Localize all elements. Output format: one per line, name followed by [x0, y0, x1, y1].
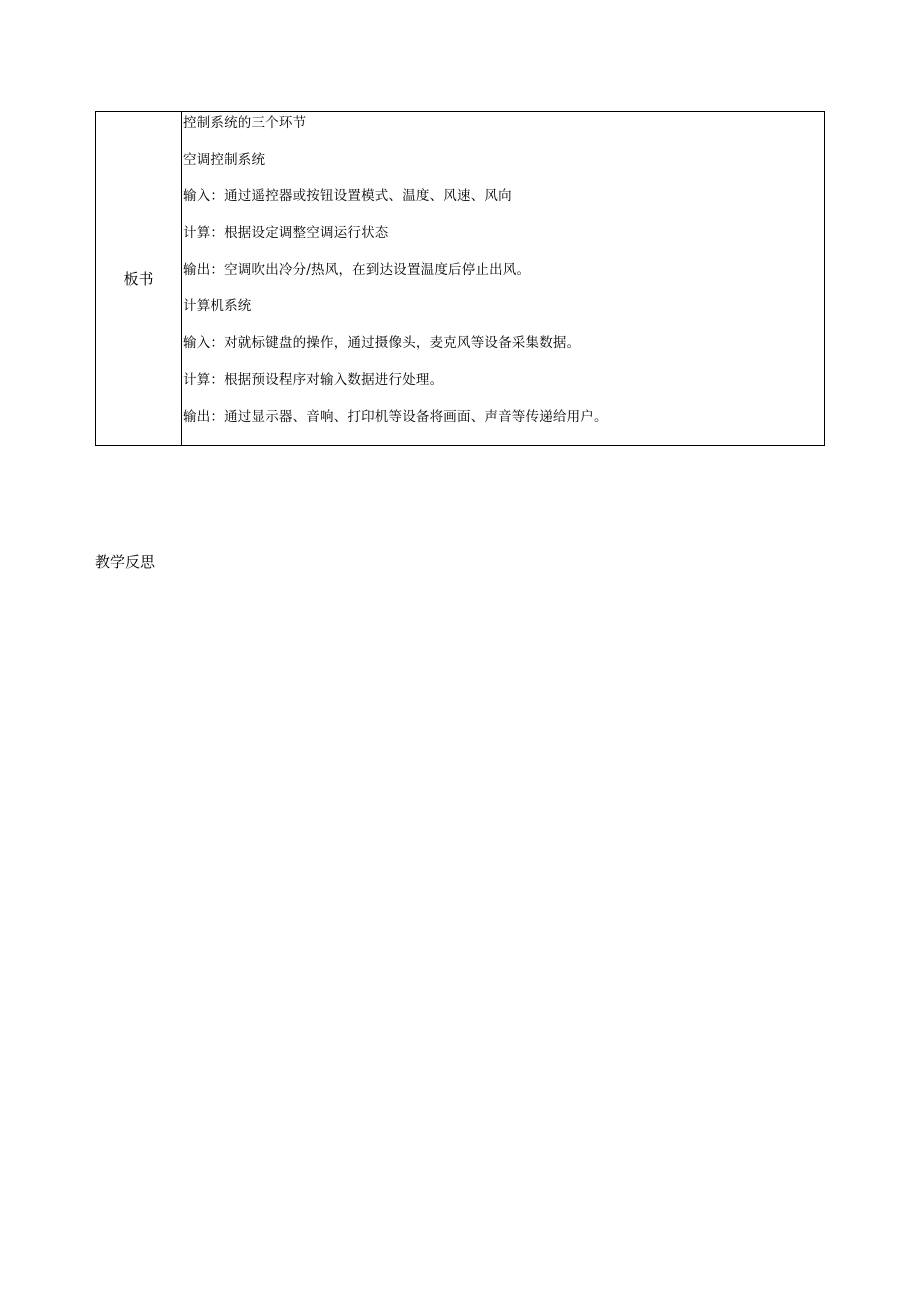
- board-line-ac-output: 输出：空调吹出冷分/热风，在到达设置温度后停止出风。: [183, 261, 531, 278]
- board-line-pc-heading: 计算机系统: [183, 298, 252, 315]
- board-label: 板书: [96, 112, 182, 446]
- board-line-pc-compute: 计算：根据预设程序对输入数据进行处理。: [183, 371, 444, 388]
- board-line-ac-heading: 空调控制系统: [183, 151, 266, 168]
- board-line-title: 控制系统的三个环节: [183, 115, 307, 131]
- board-line-ac-compute: 计算：根据设定调整空调运行状态: [183, 225, 389, 242]
- board-line-pc-input: 输入：对就标键盘的操作，通过摄像头，麦克风等设备采集数据。: [183, 335, 581, 352]
- board-table: [95, 111, 825, 446]
- board-content: [182, 112, 825, 446]
- board-line-ac-input: 输入：通过遥控器或按钮设置模式、温度、风速、风向: [183, 188, 512, 205]
- board-line-pc-output: 输出：通过显示器、音响、打印机等设备将画面、声音等传递给用户。: [183, 408, 608, 425]
- board-row: [96, 112, 825, 446]
- board-lines: [182, 112, 824, 445]
- reflection-heading: 教学反思: [95, 553, 156, 571]
